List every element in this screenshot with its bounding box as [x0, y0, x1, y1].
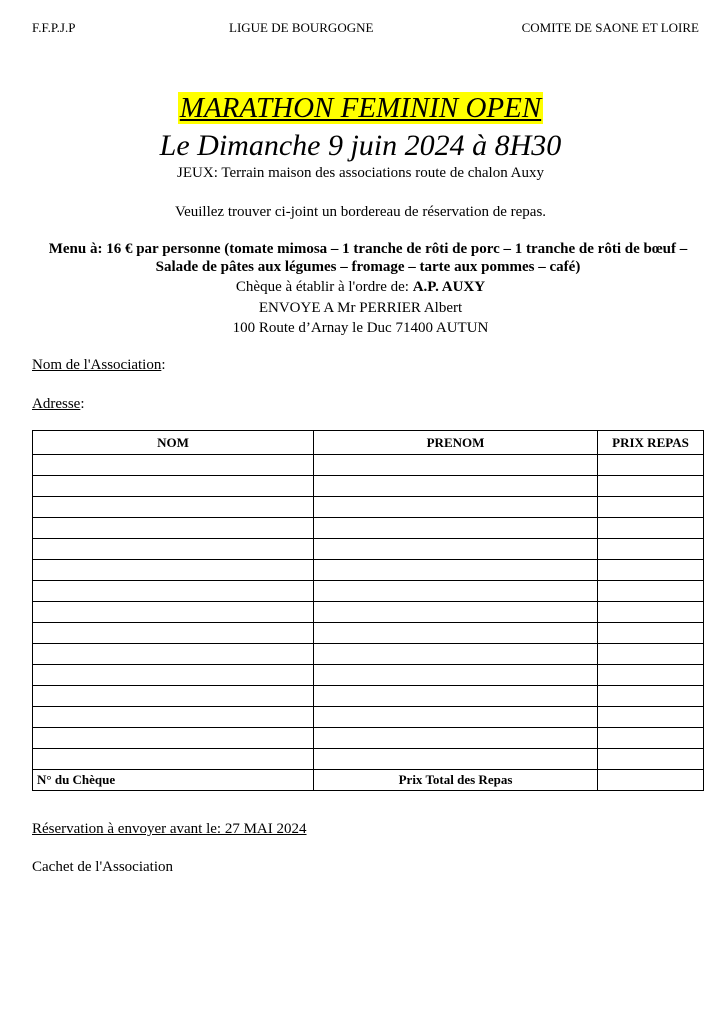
nom-cell[interactable]: [33, 644, 314, 665]
nom-cell[interactable]: [33, 455, 314, 476]
table-row: [33, 518, 704, 539]
nom-cell[interactable]: [33, 665, 314, 686]
address-field[interactable]: Adresse:: [32, 396, 85, 412]
prenom-cell[interactable]: [314, 623, 598, 644]
table-row: [33, 560, 704, 581]
prix-repas-cell[interactable]: [598, 686, 704, 707]
prenom-cell[interactable]: [314, 749, 598, 770]
prix-repas-cell[interactable]: [598, 728, 704, 749]
table-row: [33, 497, 704, 518]
nom-cell[interactable]: [33, 686, 314, 707]
nom-cell[interactable]: [33, 623, 314, 644]
prix-repas-cell[interactable]: [598, 602, 704, 623]
prenom-cell[interactable]: [314, 728, 598, 749]
prix-repas-cell[interactable]: [598, 623, 704, 644]
prix-repas-cell[interactable]: [598, 497, 704, 518]
table-body: [33, 455, 704, 770]
reservation-table: [32, 430, 704, 791]
table-row: [33, 644, 704, 665]
total-price-cell[interactable]: [598, 770, 704, 791]
cheque-payee: A.P. AUXY: [412, 279, 486, 295]
nom-cell[interactable]: [33, 539, 314, 560]
nom-cell[interactable]: [33, 497, 314, 518]
nom-cell[interactable]: [33, 707, 314, 728]
prenom-cell[interactable]: [314, 686, 598, 707]
nom-cell[interactable]: [33, 581, 314, 602]
nom-cell[interactable]: [33, 728, 314, 749]
nom-cell[interactable]: [33, 518, 314, 539]
prix-repas-cell[interactable]: [598, 455, 704, 476]
send-to: ENVOYE A Mr PERRIER Albert: [258, 300, 463, 316]
table-row: [33, 665, 704, 686]
prenom-cell[interactable]: [314, 539, 598, 560]
association-name-label: Nom de l'Association: [32, 357, 162, 373]
table-row: [33, 728, 704, 749]
column-header-nom: NOM: [33, 431, 314, 455]
column-header-prenom: PRENOM: [314, 431, 598, 455]
prix-repas-cell[interactable]: [598, 581, 704, 602]
prenom-cell[interactable]: [314, 665, 598, 686]
prenom-cell[interactable]: [314, 476, 598, 497]
event-title: [0, 91, 721, 125]
address-label: Adresse: [32, 396, 81, 412]
prenom-cell[interactable]: [314, 707, 598, 728]
prix-repas-cell[interactable]: [598, 644, 704, 665]
event-date: Le Dimanche 9 juin 2024 à 8H30: [159, 129, 562, 162]
association-name-field[interactable]: Nom de l'Association:: [32, 357, 166, 373]
table-row: [33, 539, 704, 560]
prix-repas-cell[interactable]: [598, 560, 704, 581]
prix-repas-cell[interactable]: [598, 539, 704, 560]
table-row: [33, 623, 704, 644]
header-league: LIGUE DE BOURGOGNE: [229, 20, 374, 35]
prenom-cell[interactable]: [314, 518, 598, 539]
prenom-cell[interactable]: [314, 497, 598, 518]
header: [32, 20, 699, 38]
prenom-cell[interactable]: [314, 560, 598, 581]
prix-repas-cell[interactable]: [598, 518, 704, 539]
nom-cell[interactable]: [33, 476, 314, 497]
event-venue: JEUX: Terrain maison des associations route de chalon Auxy: [177, 165, 544, 181]
prenom-cell[interactable]: [314, 581, 598, 602]
nom-cell[interactable]: [33, 602, 314, 623]
table-footer-row: [33, 770, 704, 791]
prenom-cell[interactable]: [314, 602, 598, 623]
table-row: [33, 602, 704, 623]
table-row: [33, 581, 704, 602]
prenom-cell[interactable]: [314, 455, 598, 476]
cheque-prefix: Chèque à établir à l'ordre de:: [235, 279, 413, 295]
event-title-text: MARATHON FEMININ OPEN: [179, 92, 542, 124]
table-row: [33, 476, 704, 497]
intro-text: Veuillez trouver ci-joint un bordereau de réservation de repas.: [174, 204, 547, 220]
header-federation: F.F.P.J.P: [32, 20, 76, 35]
nom-cell[interactable]: [33, 749, 314, 770]
prix-repas-cell[interactable]: [598, 476, 704, 497]
table-header-row: [33, 431, 704, 455]
column-header-prix-repas: PRIX REPAS: [598, 431, 704, 455]
prix-repas-cell[interactable]: [598, 665, 704, 686]
prenom-cell[interactable]: [314, 644, 598, 665]
nom-cell[interactable]: [33, 560, 314, 581]
send-address: 100 Route d’Arnay le Duc 71400 AUTUN: [232, 320, 489, 336]
prix-repas-cell[interactable]: [598, 749, 704, 770]
table-row: [33, 686, 704, 707]
cheque-instruction: [0, 278, 721, 296]
cheque-number-label: N° du Chèque: [33, 770, 314, 791]
table-row: [33, 707, 704, 728]
table-row: [33, 749, 704, 770]
association-stamp-label: Cachet de l'Association: [32, 859, 173, 875]
total-price-label: Prix Total des Repas: [314, 770, 598, 791]
deadline-text: Réservation à envoyer avant le: 27 MAI 2024: [32, 821, 307, 837]
header-committee: COMITE DE SAONE ET LOIRE: [521, 20, 699, 35]
prix-repas-cell[interactable]: [598, 707, 704, 728]
menu-description: Menu à: 16 € par personne (tomate mimosa – 1 tranche de rôti de porc – 1 tranche de rôti de bœuf – Salade de pâtes aux légumes – fromage – tarte aux pommes – café): [48, 241, 688, 275]
table-row: [33, 455, 704, 476]
